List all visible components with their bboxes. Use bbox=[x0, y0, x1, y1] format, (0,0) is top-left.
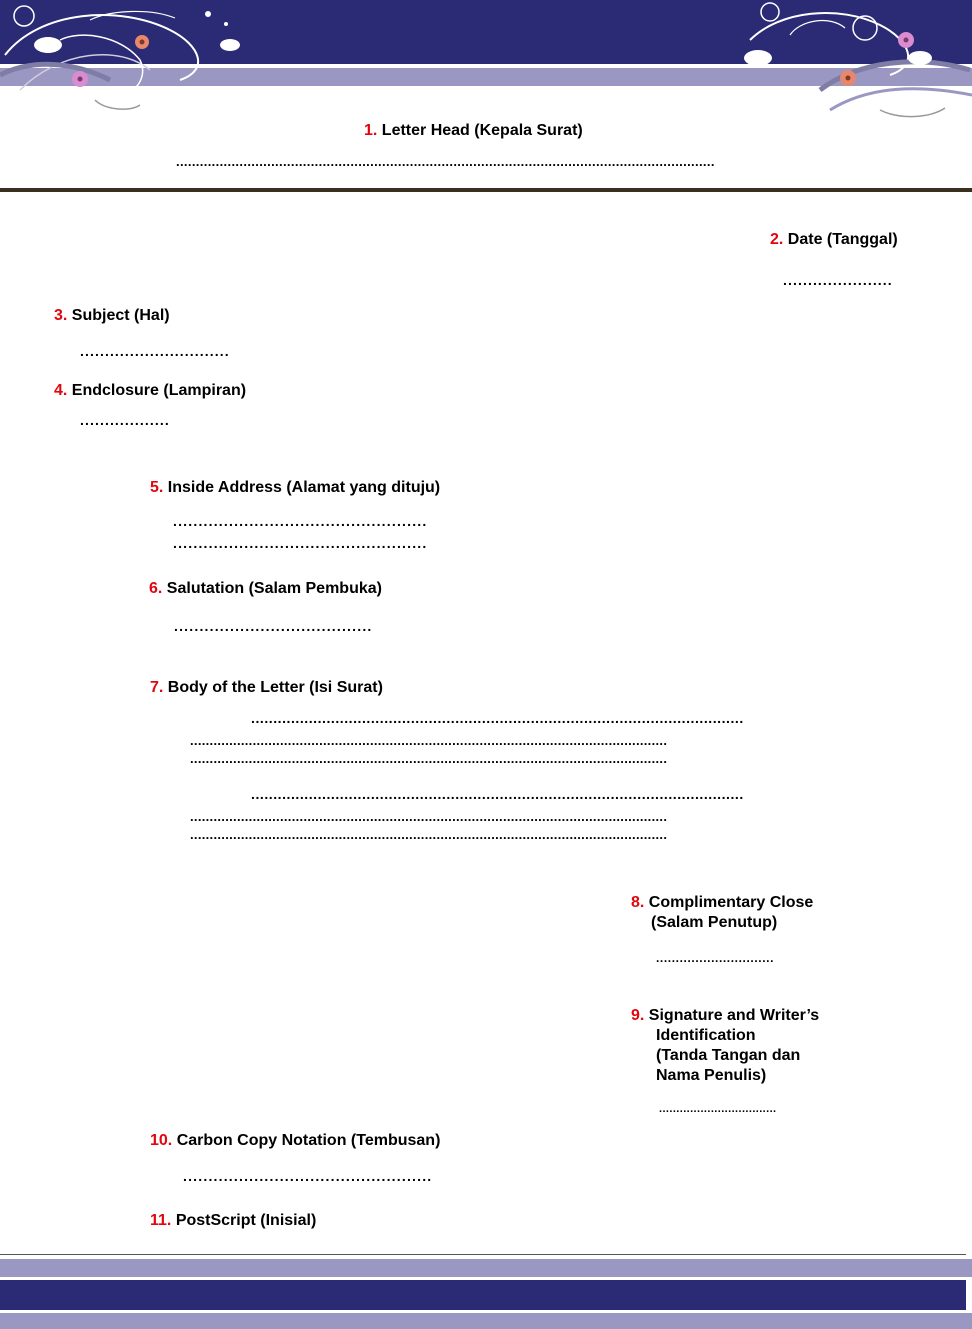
item-number: 10. bbox=[150, 1132, 173, 1149]
enclosure-line: .................. bbox=[80, 412, 170, 428]
subject-label bbox=[54, 306, 170, 326]
body-line: ............................................................................................................... bbox=[251, 710, 744, 726]
complimentary-close-label-2: (Salam Penutup) bbox=[651, 914, 778, 931]
postscript-label bbox=[150, 1211, 316, 1231]
date-line: ...................... bbox=[783, 272, 893, 288]
body-label bbox=[150, 678, 383, 698]
body-line: .......................................................................................................................... bbox=[190, 733, 668, 748]
body-line: .......................................................................................................................... bbox=[190, 751, 668, 766]
footer-line bbox=[0, 1254, 966, 1255]
item-label: PostScript (Inisial) bbox=[175, 1212, 317, 1229]
signature-label bbox=[631, 1006, 819, 1026]
item-number: 9. bbox=[631, 1007, 645, 1024]
floral-swirl-left-icon bbox=[0, 0, 260, 120]
footer-strip bbox=[0, 1259, 972, 1277]
item-label: Body of the Letter (Isi Surat) bbox=[167, 679, 383, 696]
item-number: 4. bbox=[54, 382, 68, 399]
inside-address-line: .................................................. bbox=[173, 535, 428, 551]
body-line: .......................................................................................................................... bbox=[190, 809, 668, 824]
signature-label-3: (Tanda Tangan dan bbox=[656, 1047, 801, 1064]
signature-line: .................................. bbox=[659, 1103, 777, 1115]
salutation-line: ....................................... bbox=[174, 618, 373, 634]
complimentary-close-line: .............................. bbox=[656, 951, 775, 965]
salutation-label bbox=[149, 579, 382, 599]
body-line: .......................................................................................................................... bbox=[190, 827, 668, 842]
item-number: 7. bbox=[150, 679, 164, 696]
floral-swirl-right-icon bbox=[730, 0, 972, 130]
item-label: Carbon Copy Notation (Tembusan) bbox=[176, 1132, 441, 1149]
item-number: 5. bbox=[150, 479, 164, 496]
letter-head-label bbox=[364, 121, 583, 141]
item-number: 2. bbox=[770, 231, 784, 248]
carbon-copy-label bbox=[150, 1131, 440, 1151]
item-number: 6. bbox=[149, 580, 163, 597]
item-label: Signature and Writer’s bbox=[648, 1007, 820, 1024]
letter-head-line: ........................................................................................................................................ bbox=[176, 154, 715, 169]
body-line: ............................................................................................................... bbox=[251, 786, 744, 802]
inside-address-line: .................................................. bbox=[173, 513, 428, 529]
item-label: Date (Tanggal) bbox=[787, 231, 898, 248]
item-label: Salutation (Salam Pembuka) bbox=[166, 580, 382, 597]
item-number: 1. bbox=[364, 122, 378, 139]
letter-head-rule bbox=[0, 188, 972, 192]
signature-label-4: Nama Penulis) bbox=[656, 1067, 767, 1084]
inside-address-label bbox=[150, 478, 440, 498]
item-number: 8. bbox=[631, 894, 645, 911]
carbon-copy-line: ................................................. bbox=[183, 1168, 433, 1184]
complimentary-close-label bbox=[631, 893, 813, 913]
subject-line: .............................. bbox=[80, 343, 230, 359]
footer-band bbox=[0, 1280, 966, 1310]
item-label: Complimentary Close bbox=[648, 894, 814, 911]
item-label: Inside Address (Alamat yang dituju) bbox=[167, 479, 441, 496]
signature-label-2: Identification bbox=[656, 1027, 756, 1044]
item-label: Endclosure (Lampiran) bbox=[71, 382, 247, 399]
item-number: 11. bbox=[150, 1212, 172, 1229]
item-label: Subject (Hal) bbox=[71, 307, 170, 324]
footer-strip bbox=[0, 1313, 972, 1329]
item-label: Letter Head (Kepala Surat) bbox=[381, 122, 583, 139]
enclosure-label bbox=[54, 381, 246, 401]
item-number: 3. bbox=[54, 307, 68, 324]
date-label bbox=[770, 230, 898, 250]
